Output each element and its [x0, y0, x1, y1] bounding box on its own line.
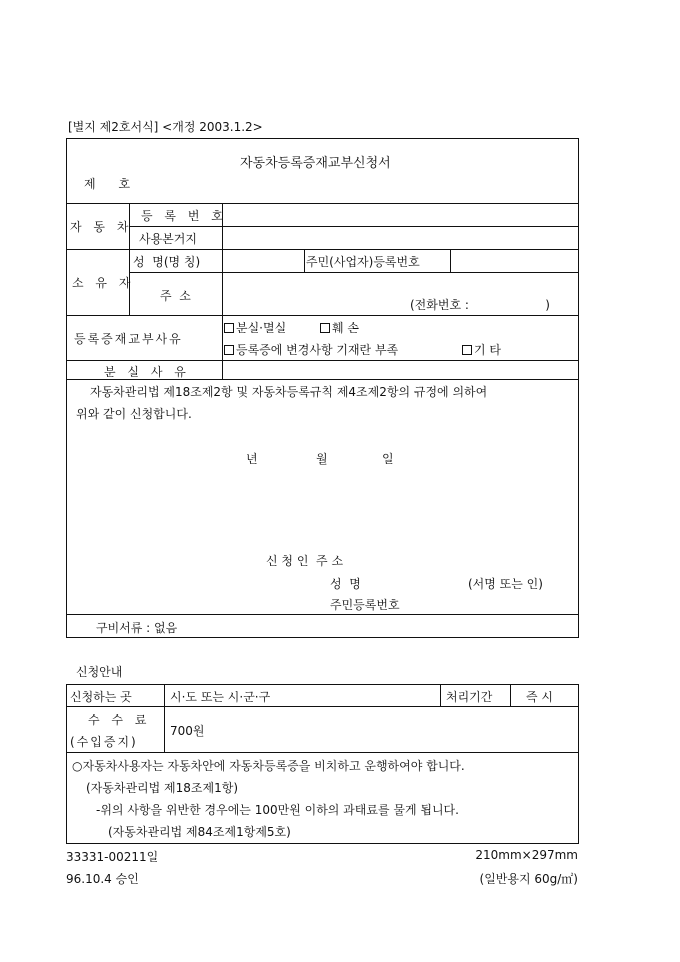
reason-damaged-option[interactable]: 훼 손: [320, 319, 359, 336]
base-location-field[interactable]: [226, 229, 576, 247]
signature-label: (서명 또는 인): [468, 577, 543, 591]
loss-reason-label: 분 실 사 유: [104, 365, 190, 379]
reg-number-field[interactable]: [226, 206, 576, 224]
applicant-address-label: 신 청 인 주 소: [266, 554, 344, 568]
owner-label: 소 유 자: [72, 276, 135, 290]
paper-size: 210mm×297mm: [475, 848, 578, 862]
applicant-name-label: 성 명: [330, 577, 361, 591]
owner-name-label: 성 명(명 칭): [133, 255, 201, 269]
date-year-label: 년: [246, 452, 258, 466]
period-label: 처리기간: [446, 690, 493, 704]
applicant-id-label: 주민등록번호: [330, 598, 400, 612]
owner-address-field[interactable]: [226, 275, 576, 295]
approval-date: 96.10.4 승인: [66, 872, 139, 886]
statement-line-2: 위와 같이 신청합니다.: [76, 407, 192, 421]
form-reference: [별지 제2호서식] <개정 2003.1.2>: [68, 120, 263, 134]
reissue-reason-label: 등록증재교부사유: [74, 332, 183, 346]
notice-line-4: (자동차관리법 제84조제1항제5호): [108, 825, 291, 839]
required-documents: 구비서류 : 없음: [96, 621, 178, 635]
owner-id-field[interactable]: [454, 252, 576, 270]
period-value: 즉 시: [526, 690, 553, 704]
office-value: 시·도 또는 시·군·구: [170, 690, 271, 704]
fee-stamp-label: (수입증지): [70, 735, 138, 749]
owner-address-label: 주 소: [160, 289, 191, 303]
vehicle-label: 자 동 차: [70, 220, 133, 234]
notice-line-2: (자동차관리법 제18조제1항): [86, 781, 239, 795]
statement-line-1: 자동차관리법 제18조제2항 및 자동차등록규칙 제4조제2항의 규정에 의하여: [90, 385, 488, 399]
checkbox-icon: [320, 323, 330, 333]
owner-name-field[interactable]: [226, 252, 301, 270]
form-number-label: 제 호: [84, 177, 131, 191]
reason-missing-space-option[interactable]: 등록증에 변경사항 기재란 부족: [224, 341, 398, 358]
checkbox-icon: [224, 323, 234, 333]
base-location-label: 사용본거지: [139, 232, 197, 246]
checkbox-icon: [224, 345, 234, 355]
checkbox-icon: [462, 345, 472, 355]
office-label: 신청하는 곳: [70, 690, 132, 704]
reason-lost-option[interactable]: 분실·멸실: [224, 319, 286, 336]
loss-reason-field[interactable]: [226, 362, 576, 378]
notice-line-3: -위의 사항을 위반한 경우에는 100만원 이하의 과태료를 물게 됩니다.: [96, 803, 459, 817]
reg-number-label: 등 록 번 호: [141, 209, 227, 223]
fee-label: 수 수 료: [88, 713, 151, 727]
form-code: 33331-00211일: [66, 850, 159, 864]
reason-other-option[interactable]: 기 타: [462, 341, 501, 358]
guide-title: 신청안내: [76, 665, 123, 679]
date-month-label: 월: [316, 452, 328, 466]
paper-type: (일반용지 60g/㎡): [479, 872, 578, 886]
phone-label: (전화번호 : ): [410, 298, 550, 312]
notice-line-1: ○자동차사용자는 자동차안에 자동차등록증을 비치하고 운행하여야 합니다.: [72, 759, 465, 773]
date-day-label: 일: [382, 452, 394, 466]
fee-value: 700원: [170, 724, 205, 738]
owner-id-label: 주민(사업자)등록번호: [306, 255, 420, 269]
form-title: 자동차등록증재교부신청서: [240, 156, 391, 171]
